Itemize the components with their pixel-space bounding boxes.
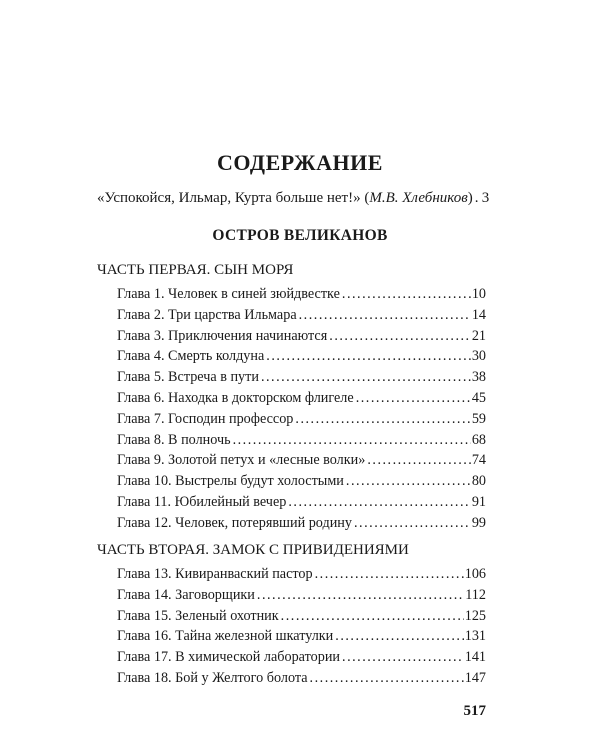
dot-leader	[346, 473, 471, 490]
chapter-page-number: 80	[471, 473, 486, 490]
chapter-page-number: 10	[471, 286, 486, 302]
toc-entry	[117, 411, 486, 432]
toc-entry	[117, 286, 486, 307]
dot-leader	[295, 411, 470, 428]
toc-entry	[117, 608, 486, 629]
toc-entry	[117, 473, 486, 494]
book-title: ОСТРОВ ВЕЛИКАНОВ	[212, 227, 388, 244]
dot-leader	[281, 608, 464, 625]
chapter-title: Глава 16. Тайна железной шкатулки	[117, 628, 334, 645]
dot-leader	[356, 390, 471, 407]
epigraph-author: М.В. Хлебников	[369, 190, 468, 206]
chapter-page-number: 21	[471, 327, 486, 344]
dot-leader	[299, 307, 471, 324]
epigraph-entry	[97, 190, 490, 207]
epigraph-page-number: 3	[481, 190, 490, 206]
chapter-page-number: 99	[471, 514, 486, 531]
chapter-page-number: 14	[471, 306, 486, 323]
chapter-page-number: 30	[471, 348, 486, 365]
chapter-title: Глава 11. Юбилейный вечер	[117, 493, 287, 510]
toc-entry	[117, 566, 486, 587]
chapter-title: Глава 15. Зеленый охотник	[117, 607, 279, 624]
chapter-title: Глава 17. В химической лаборатории	[117, 649, 341, 666]
chapter-page-number: 131	[464, 628, 486, 645]
chapter-title: Глава 6. Находка в докторском флигеле	[117, 389, 354, 406]
part-heading-2: ЧАСТЬ ВТОРАЯ. ЗАМОК С ПРИВИДЕНИЯМИ	[97, 542, 409, 558]
toc-entry	[117, 494, 486, 515]
chapter-list-part-2	[117, 566, 486, 691]
toc-entry	[117, 348, 486, 369]
chapter-page-number: 74	[471, 452, 486, 469]
toc-entry	[117, 587, 486, 608]
toc-entry	[117, 515, 486, 536]
chapter-title: Глава 10. Выстрелы будут холостыми	[117, 473, 344, 490]
dot-leader	[315, 566, 464, 583]
chapter-title: Глава 12. Человек, потерявший родину	[117, 514, 352, 531]
dot-leader	[342, 649, 464, 666]
chapter-title: Глава 18. Бой у Желтого болота	[117, 669, 308, 686]
page-number: 517	[463, 703, 486, 719]
dot-leader	[335, 628, 463, 645]
part-heading-1: ЧАСТЬ ПЕРВАЯ. СЫН МОРЯ	[97, 262, 294, 278]
chapter-title: Глава 14. Заговорщики	[117, 586, 255, 603]
toc-entry	[117, 307, 486, 328]
chapter-page-number: 91	[471, 493, 486, 510]
toc-entry	[117, 452, 486, 473]
toc-entry	[117, 628, 486, 649]
chapter-title: Глава 8. В полночь	[117, 431, 231, 448]
chapter-page-number: 59	[471, 410, 486, 427]
toc-entry	[117, 369, 486, 390]
toc-entry	[117, 649, 486, 670]
dot-leader	[233, 432, 471, 449]
chapter-page-number: 112	[465, 586, 486, 603]
dot-leader	[266, 348, 471, 365]
chapter-page-number: 68	[471, 431, 486, 448]
chapter-title: Глава 1. Человек в синей зюйдвестке	[117, 286, 340, 302]
chapter-title: Глава 2. Три царства Ильмара	[117, 306, 297, 323]
dot-leader	[354, 515, 471, 532]
toc-entry	[117, 328, 486, 349]
chapter-title: Глава 9. Золотой петух и «лесные волки»	[117, 452, 366, 469]
chapter-title: Глава 13. Кивиранваский пастор	[117, 566, 313, 582]
chapter-title: Глава 7. Господин профессор	[117, 410, 294, 427]
chapter-page-number: 106	[464, 566, 486, 582]
dot-leader	[342, 286, 471, 303]
toc-entry	[117, 432, 486, 453]
dot-leader	[367, 452, 470, 469]
chapter-page-number: 141	[464, 649, 486, 666]
toc-entry	[117, 670, 486, 691]
dot-leader	[329, 328, 471, 345]
chapter-page-number: 38	[471, 369, 486, 386]
page-title: СОДЕРЖАНИЕ	[217, 150, 383, 175]
toc-entry	[117, 390, 486, 411]
chapter-title: Глава 4. Смерть колдуна	[117, 348, 265, 365]
chapter-title: Глава 3. Приключения начинаются	[117, 327, 328, 344]
dot-leader	[257, 587, 464, 604]
dot-leader	[310, 670, 464, 687]
chapter-title: Глава 5. Встреча в пути	[117, 369, 259, 386]
chapter-page-number: 147	[464, 669, 486, 686]
dot-leader	[261, 369, 471, 386]
chapter-page-number: 45	[471, 389, 486, 406]
chapter-list-part-1	[117, 286, 486, 536]
dot-leader	[288, 494, 470, 511]
chapter-page-number: 125	[464, 607, 486, 624]
epigraph-entry-title: «Успокойся, Ильмар, Курта больше нет!» (М.В. Хлебников)	[97, 190, 473, 206]
